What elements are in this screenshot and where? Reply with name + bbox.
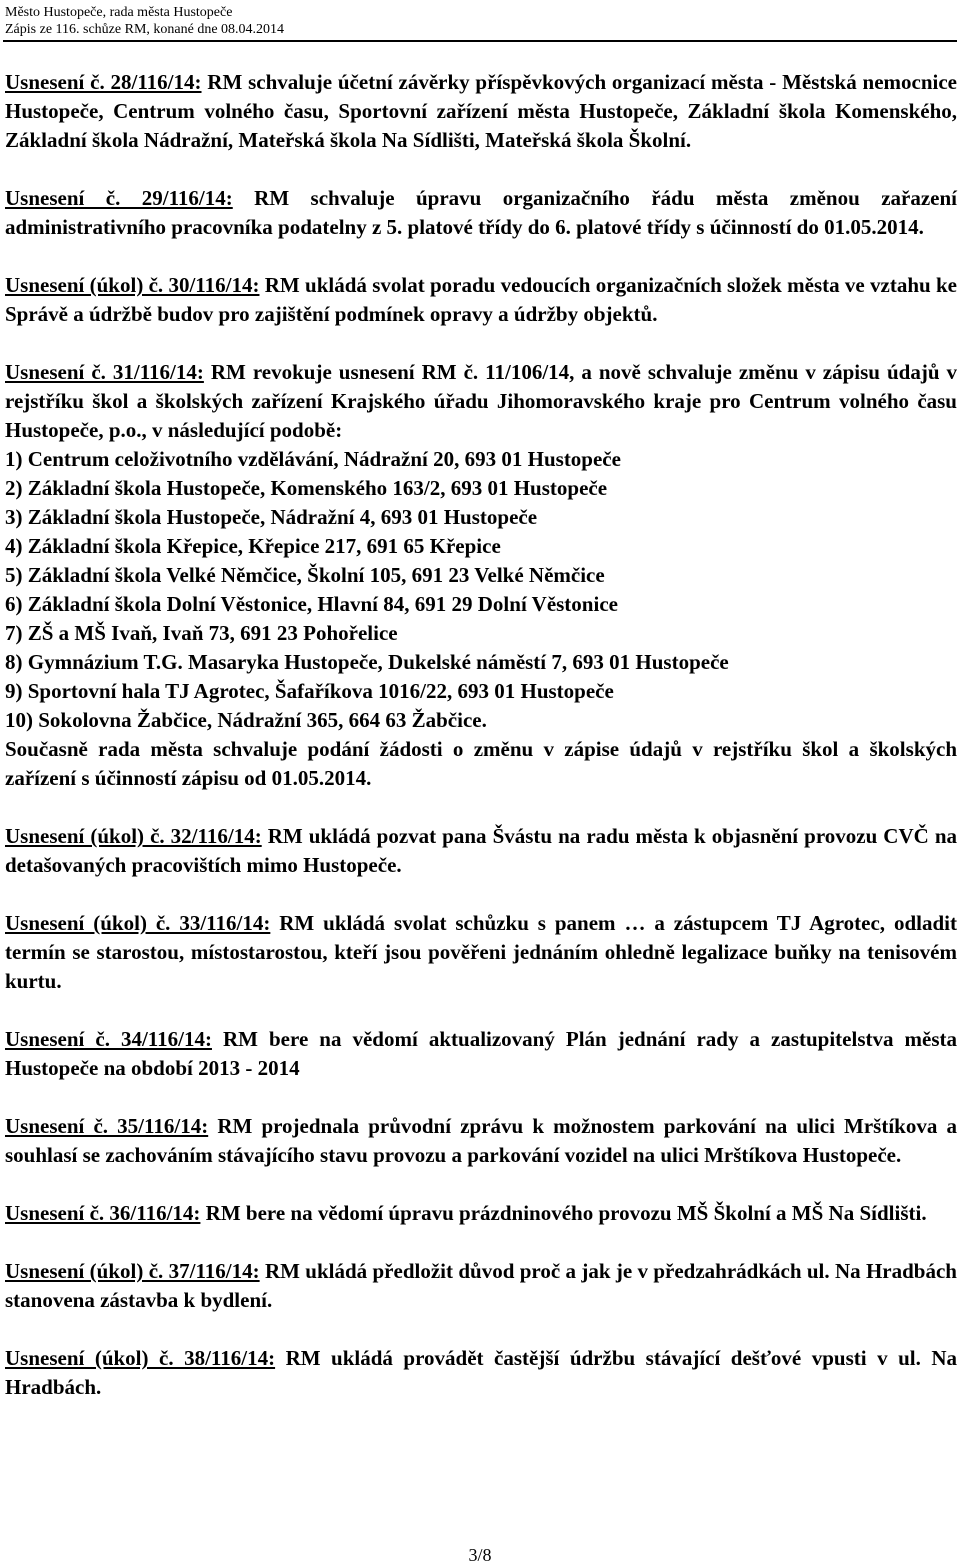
resolution-38: [5, 1344, 957, 1402]
resolution-label: Usnesení (úkol) č. 37/116/14:: [5, 1259, 260, 1283]
list-item: 4) Základní škola Křepice, Křepice 217, 691 65 Křepice: [5, 534, 501, 558]
header-line-1: Město Hustopeče, rada města Hustopeče: [5, 5, 233, 20]
resolution-label: Usnesení č. 28/116/14:: [5, 70, 202, 94]
resolution-text: RM bere na vědomí úpravu prázdninového provozu MŠ Školní a MŠ Na Sídlišti.: [200, 1201, 927, 1225]
page-header: [5, 4, 955, 38]
resolution-34: [5, 1025, 957, 1083]
list-item: 8) Gymnázium T.G. Masaryka Hustopeče, Dukelské náměstí 7, 693 01 Hustopeče: [5, 650, 729, 674]
resolution-29: [5, 184, 957, 242]
list-item: 2) Základní škola Hustopeče, Komenského 163/2, 693 01 Hustopeče: [5, 476, 608, 500]
resolution-text: RM projednala průvodní zprávu k možnostem parkování na ulici Mrštíkova a souhlasí se zachováním stávajícího stavu provozu a parkování vozidel na ulici Mrštíkova Hustopeče.: [5, 1114, 957, 1167]
resolution-28: [5, 68, 957, 155]
list-item: 6) Základní škola Dolní Věstonice, Hlavní 84, 691 29 Dolní Věstonice: [5, 592, 618, 616]
resolution-30: [5, 271, 957, 329]
resolution-label: Usnesení (úkol) č. 38/116/14:: [5, 1346, 276, 1370]
list-item: 10) Sokolovna Žabčice, Nádražní 365, 664 63 Žabčice.: [5, 708, 487, 732]
resolution-text: RM ukládá pozvat pana Švástu na radu města k objasnění provozu CVČ na detašovaných pracovištích mimo Hustopeče.: [5, 824, 958, 877]
resolution-36: [5, 1199, 957, 1228]
resolution-text: RM revokuje usnesení RM č. 11/106/14, a nově schvaluje změnu v zápisu údajů v rejstříku škol a školských zařízení Krajského úřadu Jihomoravského kraje pro Centrum volného času Hustopeče, p.o., v následující podobě:: [5, 360, 957, 442]
resolution-text: RM schvaluje úpravu organizačního řádu města změnou zařazení administrativního pracovníka podatelny z 5. platové třídy do 6. platové třídy s účinností do 01.05.2014.: [5, 186, 957, 239]
resolution-text: RM ukládá předložit důvod proč a jak je v předzahrádkách ul. Na Hradbách stanovena zástavba k bydlení.: [5, 1259, 957, 1312]
header-divider: [3, 40, 957, 42]
resolution-closing-text: Současně rada města schvaluje podání žádosti o změnu v zápise údajů v rejstříku škol a školských zařízení s účinností zápisu od 01.05.2014.: [5, 737, 957, 790]
resolution-text: RM bere na vědomí aktualizovaný Plán jednání rady a zastupitelstva města Hustopeče na období 2013 - 2014: [5, 1027, 957, 1080]
resolution-label: Usnesení č. 36/116/14:: [5, 1201, 201, 1225]
resolution-text: RM ukládá svolat poradu vedoucích organizačních složek města ve vztahu ke Správě a údržbě budov pro zajištění podmínek opravy a údržby objektů.: [5, 273, 957, 326]
resolution-text: RM ukládá svolat schůzku s panem … a zástupcem TJ Agrotec, odladit termín se starostou, místostarostou, kteří jsou pověřeni jednáním ohledně legalizace buňky na tenisovém kurtu.: [5, 911, 957, 993]
resolution-35: [5, 1112, 957, 1170]
resolution-label: Usnesení č. 29/116/14:: [5, 186, 233, 210]
list-item: 7) ZŠ a MŠ Ivaň, Ivaň 73, 691 23 Pohořelice: [5, 621, 398, 645]
page-number: 3/8: [468, 1545, 492, 1565]
list-item: 3) Základní škola Hustopeče, Nádražní 4, 693 01 Hustopeče: [5, 505, 538, 529]
header-line-2: Zápis ze 116. schůze RM, konané dne 08.04.2014: [5, 22, 285, 37]
list-item: 1) Centrum celoživotního vzdělávání, Nádražní 20, 693 01 Hustopeče: [5, 447, 621, 471]
resolution-label: Usnesení (úkol) č. 30/116/14:: [5, 273, 260, 297]
resolutions-body: [5, 68, 957, 1431]
resolution-label: Usnesení č. 34/116/14:: [5, 1027, 212, 1051]
resolution-label: Usnesení č. 31/116/14:: [5, 360, 204, 384]
resolution-label: Usnesení č. 35/116/14:: [5, 1114, 209, 1138]
list-item: 5) Základní škola Velké Němčice, Školní 105, 691 23 Velké Němčice: [5, 563, 605, 587]
list-item: 9) Sportovní hala TJ Agrotec, Šafaříkova 1016/22, 693 01 Hustopeče: [5, 679, 614, 703]
resolution-text: RM ukládá provádět častější údržbu stávající dešťové vpusti v ul. Na Hradbách.: [5, 1346, 957, 1399]
resolution-label: Usnesení (úkol) č. 33/116/14:: [5, 911, 271, 935]
resolution-37: [5, 1257, 957, 1315]
resolution-text: RM schvaluje účetní závěrky příspěvkových organizací města - Městská nemocnice Hustopeče, Centrum volného času, Sportovní zařízení města Hustopeče, Základní škola Komenského, Základní škola Nádražní, Mateřská škola Na Sídlišti, Mateřská škola Školní.: [5, 70, 957, 152]
resolution-33: [5, 909, 957, 996]
resolution-31: [5, 358, 957, 793]
resolution-32: [5, 822, 957, 880]
resolution-label: Usnesení (úkol) č. 32/116/14:: [5, 824, 262, 848]
